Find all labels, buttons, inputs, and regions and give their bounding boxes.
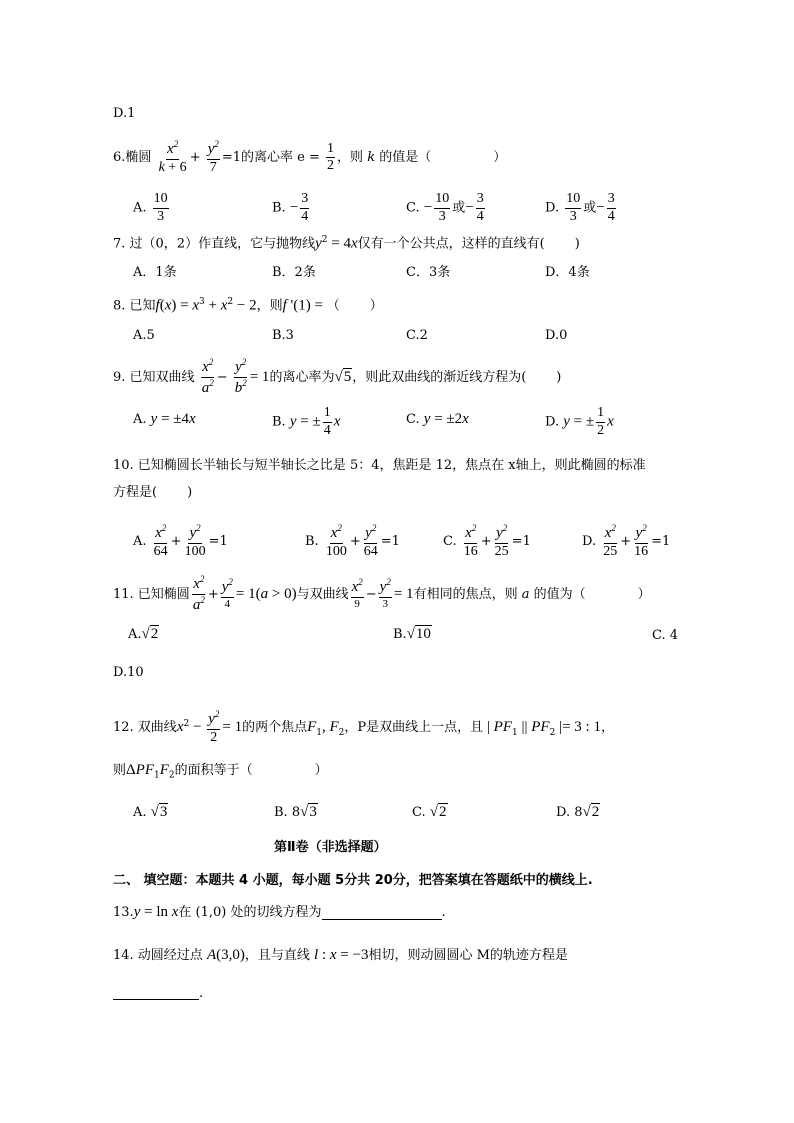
q11-option-a: A.√2 [128, 626, 159, 642]
q9-option-d: D. y = ± $\frac{1}{2}$ x [545, 405, 614, 438]
q12-option-a: A. √3 [133, 804, 168, 820]
q6-option-d: D. $\frac{10}{3}$ 或− $\frac{3}{4}$ [545, 191, 615, 224]
question-14-line2: . [113, 987, 203, 1000]
q8-option-a: A.5 [133, 328, 155, 343]
q9-option-c: C. y = ±2x [406, 411, 469, 427]
q7-option-a: A．1条 [133, 265, 177, 280]
q9-option-a: A. y = ±4x [133, 411, 196, 427]
question-10-line1: 10. 已知椭圆长半轴长与短半轴长之比是 5：4，焦距是 12，焦点在 x轴上，则此椭圆的标准 [113, 458, 646, 473]
q12-option-c: C. √2 [412, 804, 447, 820]
q10-option-c: C. $\frac{x^2}{16}$ + $\frac{y^2}{25}$ =1 [443, 523, 531, 559]
q7-option-d: D．4条 [545, 265, 590, 280]
q11-option-b: B.√10 [393, 626, 431, 642]
fill-in-header: 二、 填空题：本题共 4 小题，每小题 5分共 20分，把答案填在答题纸中的横线上. [113, 873, 593, 888]
question-11: 11. 已知椭圆 $\frac{x^2}{a^2}$ + $\frac{y^2}{4}$ = 1(a > 0)与双曲线 $\frac{x^2}{9}$ − $\frac{y^2}{3}$ = 1有相同的焦点，则 a 的值为（ ） [113, 574, 651, 613]
question-12: 12. 双曲线$x^2$ − $\frac{y^2}{2}$ = 1的两个焦点$F_1$, $F_2$，P是双曲线上一点，且 | $PF_1$ || $PF_2$ |= 3 : 1， [113, 709, 614, 745]
q8-option-b: B.3 [272, 328, 294, 343]
q10-option-a: A. $\frac{x^2}{64}$ + $\frac{y^2}{100}$ =1 [133, 523, 228, 559]
answer-blank-14[interactable] [113, 987, 199, 1000]
q6-option-b: B. − $\frac{3}{4}$ [272, 191, 309, 224]
q6-option-c: C. − $\frac{10}{3}$ 或− $\frac{3}{4}$ [406, 191, 484, 224]
q6-option-a: A. $\frac{10}{3}$ [133, 191, 168, 224]
q9-option-b: B. y = ± $\frac{1}{4}$ x [272, 405, 341, 438]
q12-option-d: D. 8√2 [556, 804, 600, 820]
section-title: 第Ⅱ卷（非选择题） [274, 840, 387, 855]
q12-option-b: B. 8√3 [274, 804, 317, 820]
question-14: 14. 动圆经过点 A(3,0)，且与直线 l : x = −3相切，则动圆圆心 M的轨迹方程是 [113, 947, 568, 963]
question-12-line2: 则$\Delta PF_1F_2$的面积等于（ ） [113, 762, 328, 781]
q8-option-c: C.2 [406, 328, 428, 343]
q11-option-c: C. 4 [652, 628, 679, 643]
question-9: 9. 已知双曲线 $\frac{x^2}{a^2}$ − $\frac{y^2}{b^2}$ = 1的离心率为√5，则此双曲线的渐近线方程为( ) [113, 357, 562, 396]
q8-option-d: D.0 [545, 328, 568, 343]
answer-blank-13[interactable] [322, 907, 442, 920]
question-10-line2: 方程是( ) [113, 485, 193, 500]
question-13: 13.y = ln x在 (1,0) 处的切线方程为 . [113, 904, 446, 920]
q10-option-d: D. $\frac{x^2}{25}$ + $\frac{y^2}{16}$ =1 [582, 523, 671, 559]
q10-option-b: B. $\frac{x^2}{100}$ + $\frac{y^2}{64}$ =1 [305, 523, 400, 559]
q7-option-b: B．2条 [272, 265, 316, 280]
question-8: 8. 已知$f(x) = x^3 + x^2 - 2$，则f '(1) = （ ） [113, 297, 383, 314]
question-6: 6.椭圆 $\frac{x^2}{k + 6}$ + $\frac{y^2}{7}$ =1的离心率 e = $\frac{1}{2}$ ，则 k 的值是（ ） [113, 139, 507, 175]
q7-option-c: C．3条 [406, 265, 451, 280]
option-d-q5: D.1 [113, 106, 136, 121]
q11-option-d: D.10 [113, 665, 144, 680]
question-7: 7. 过（0，2）作直线，它与抛物线$y^2 = 4x$仅有一个公共点，这样的直线有( ) [113, 235, 580, 252]
